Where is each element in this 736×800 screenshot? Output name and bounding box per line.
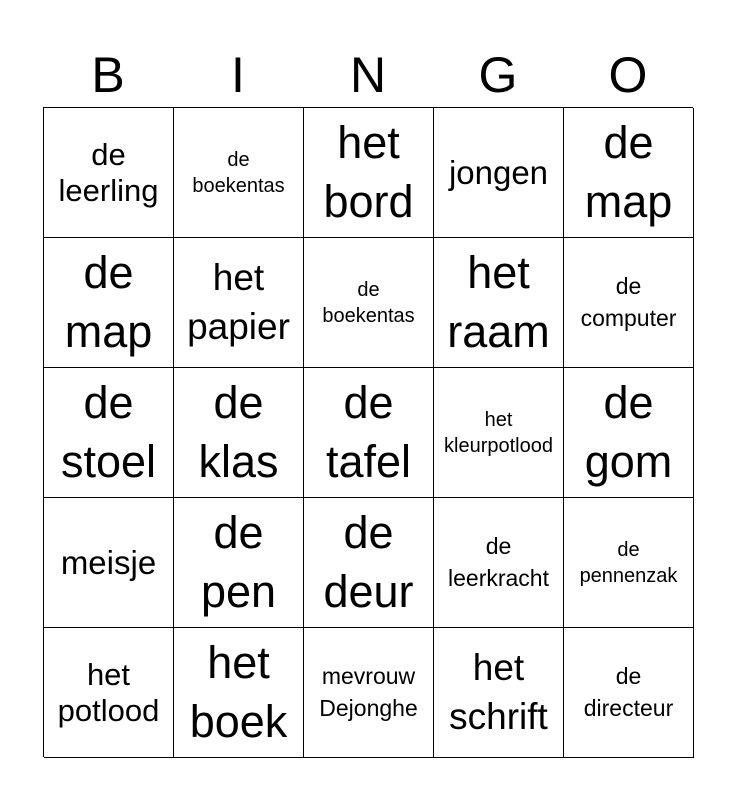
cell-label: jongen [448,153,549,191]
header-letter-b: B [91,47,125,103]
cell-label: het papier [187,257,290,347]
bingo-cell-r2c2[interactable] [174,238,304,368]
cell-label: het bord [323,117,414,227]
bingo-cell-r1c1[interactable] [44,108,174,238]
cell-label: het schrift [449,647,548,737]
bingo-cell-r5c1[interactable] [44,628,174,758]
bingo-cell-r4c4[interactable] [434,498,564,628]
cell-label: de map [64,247,153,357]
bingo-cell-r2c5[interactable] [564,238,694,368]
bingo-cell-r3c5[interactable] [564,368,694,498]
cell-label: de stoel [60,377,157,487]
bingo-cell-r4c2[interactable] [174,498,304,628]
bingo-cell-r5c2[interactable] [174,628,304,758]
bingo-cell-r3c3[interactable] [304,368,434,498]
cell-label: mevrouw Dejonghe [319,663,418,721]
bingo-header [43,44,693,106]
bingo-cell-r3c1[interactable] [44,368,174,498]
cell-label: de pen [200,507,277,617]
bingo-cell-r5c5[interactable] [564,628,694,758]
bingo-cell-r2c3[interactable] [304,238,434,368]
bingo-cell-r1c4[interactable] [434,108,564,238]
cell-label: de computer [580,273,677,331]
bingo-board [43,107,693,757]
cell-label: de leerkracht [448,533,549,591]
cell-label: de gom [584,377,673,487]
cell-label: het potlood [57,656,160,728]
cell-label: de tafel [325,377,412,487]
cell-label: het kleurpotlood [444,408,553,457]
bingo-cell-r4c5[interactable] [564,498,694,628]
cell-label: de boekentas [192,148,285,197]
cell-label: de pennenzak [579,538,678,587]
bingo-cell-r5c4[interactable] [434,628,564,758]
bingo-cell-r5c3[interactable] [304,628,434,758]
bingo-cell-r4c3[interactable] [304,498,434,628]
cell-label: de boekentas [322,278,415,327]
cell-label: meisje [60,543,157,581]
bingo-cell-r1c5[interactable] [564,108,694,238]
bingo-cell-r3c2[interactable] [174,368,304,498]
cell-label: de deur [323,507,414,617]
bingo-cell-r1c2[interactable] [174,108,304,238]
cell-label: de directeur [583,663,674,721]
cell-label: de map [584,117,673,227]
bingo-cell-r3c4[interactable] [434,368,564,498]
cell-label: de leerling [58,136,159,208]
bingo-cell-r2c1[interactable] [44,238,174,368]
cell-label: het boek [189,637,288,747]
header-letter-i: I [231,47,245,103]
bingo-cell-r2c4[interactable] [434,238,564,368]
header-letter-n: N [349,47,387,103]
cell-label: het raam [447,247,550,357]
header-letter-o: O [608,47,648,103]
header-letter-g: G [478,47,518,103]
bingo-cell-r4c1[interactable] [44,498,174,628]
cell-label: de klas [198,377,279,487]
bingo-cell-r1c3[interactable] [304,108,434,238]
